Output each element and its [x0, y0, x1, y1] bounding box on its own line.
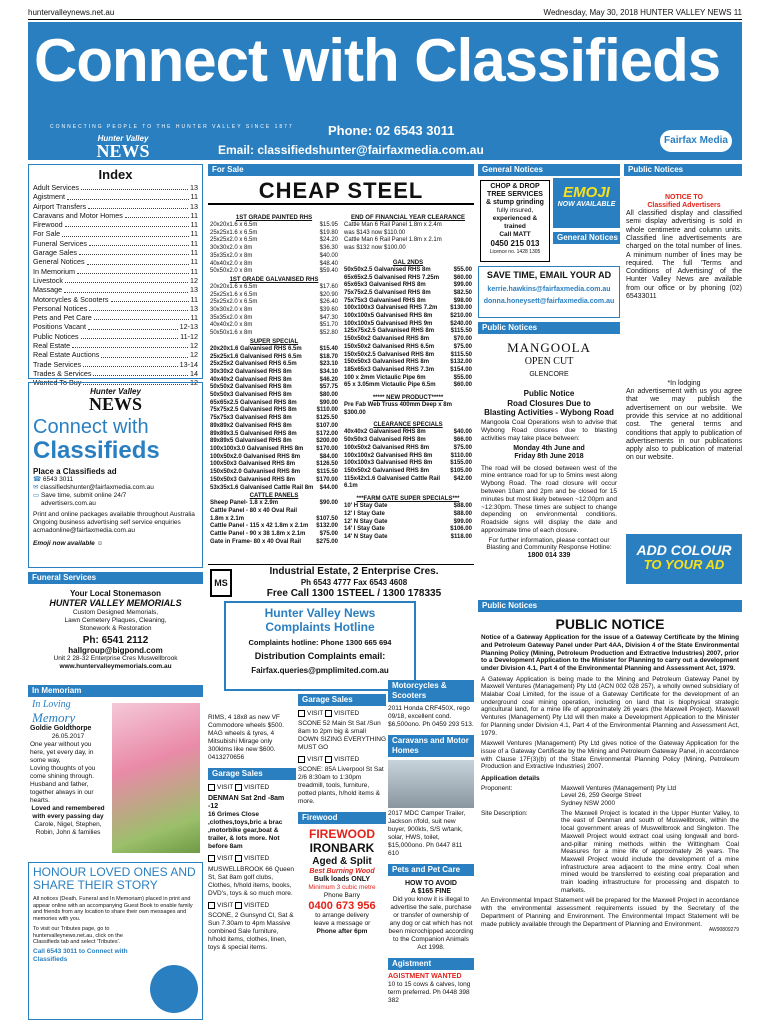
email-icon: ✉	[33, 484, 39, 492]
fairfax-logo: Fairfax Media	[660, 130, 732, 152]
price-row: 65 x 3.05mm Victaulic Pipe 6.5m $60.00	[344, 382, 472, 389]
index-item: Motorcycles & Scooters 11	[33, 294, 198, 304]
price-row: 150x50x2 Galvanised RHS 8m $105.00	[344, 467, 472, 474]
price-row: 1.8m x 2.1m $107.50	[210, 515, 338, 522]
price-row: 75x75x3 Galvanised RHS 8m $98.00	[344, 297, 472, 304]
price-row: 25x25x1.6 Galvanised RHS 6.5m $18.70	[210, 353, 338, 360]
price-row: 100x100x5 Galvanised RHS 8m $210.00	[344, 313, 472, 320]
price-row: 12' I Stay Gate $88.00	[344, 510, 472, 517]
index-item: General Notices 11	[33, 257, 198, 267]
visit-checkbox[interactable]	[298, 710, 305, 717]
cattle-list	[210, 500, 338, 546]
price-row: 185x65x3 Galvanised RHS 7.3m $154.00	[344, 366, 472, 373]
price-row: 30x30x2.0 x 8m $36.30	[210, 245, 338, 252]
firewood-ad: FIREWOOD IRONBARK Aged & Split Best Burning Wood Bulk loads ONLY Minimum 3 cubic metre Phone Barry 0400 673 956 to arrange delivery leave a message or Phone after 6pm	[308, 827, 376, 936]
honour-box: HONOUR LOVED ONES AND SHARE THEIR STORY All notices (Death, Funeral and In Memoriam) placed in print and appear online with an accompanying Guest Book to enable family and friends from any location to share their own messages and memories with you. To visit our Tributes page, go to huntervalleynews.net.au, click on the Classifieds tab and select 'Tributes'. Call 6543 3011 to Connect with Classifieds	[28, 862, 203, 1020]
index-item: Garage Sales 11	[33, 248, 198, 258]
galv-list	[210, 284, 338, 338]
price-row: 40x40x2 Galvanised RHS 8m $40.00	[344, 429, 472, 436]
price-row: 14' N Stay Gate $118.00	[344, 533, 472, 540]
price-row: 100x100x3 Galvanised RHS 7.2m $130.00	[344, 305, 472, 312]
price-row: 150x50x3 Galvanised RHS 8m $132.00	[344, 359, 472, 366]
page-header	[28, 6, 742, 20]
visit-checkbox[interactable]	[208, 902, 215, 909]
price-row: 150x50x2 Galvanised RHS 8m $70.00	[344, 336, 472, 343]
eofy-row: Cattle Man 6 Rail Panel 1.8m x 2.1m	[344, 237, 442, 244]
index-item: Firewood 11	[33, 220, 198, 230]
smiley-icon: ☺	[96, 540, 104, 548]
price-row: 53x35x1.6 Galvanised Cattle Rail 8m $44.00	[210, 484, 338, 491]
camper-image	[388, 760, 474, 808]
index-item: For Sale 11	[33, 229, 198, 239]
visit-checkbox[interactable]	[208, 855, 215, 862]
price-row: 25x25x1.6 x 6.5m $20.90	[210, 291, 338, 298]
phone-icon: ☎	[33, 476, 42, 484]
price-row: 65x65x2.5 Galvanised RHS 7.25m $60.00	[344, 274, 472, 281]
index-item: Personal Notices 13	[33, 303, 198, 313]
index-title: Index	[98, 167, 133, 182]
complaints-box: Hunter Valley News Complaints Hotline Complaints hotline: Phone 1300 665 694 Distribution Complaints email: Fairfax.queries@pmplimited.com.au	[224, 601, 416, 691]
gateway-notice: PUBLIC NOTICE Notice of a Gateway Application for the issue of a Gateway Certificate by the Mining and Petroleum Gateway Panel under Part 4AA, Division 4 of the State Environmental Planning Policy (Mining, Petroleum Production and Extractive Industries) 2007, prior to a Development Application to the Minister for Planning to carry out a development under Division 4.1, Part 4 of the Environmental Planning and Assessment Act, 1979. A Gateway Application is being made to the Mining and Petroleum Gateway Panel by Maxwell Ventures (Management) Pty Ltd (ACN 002 028 257), a wholly owned subsidiary of Malabar Coal Limited, for the issue of a Gateway Certificate for the development of an underground coal mining operation, including on land that is biophysical strategic agricultural land, for a mine life of approximately 26 years (the Maxwell Project). Maxwell Ventures (Management) Pty Ltd will then make a Development Application to the Minister for Planning under Division 4.1, Part 4 of the Environmental Planning and Assessment Act, 1979. Maxwell Ventures (Management) Pty Ltd gives notice of the Gateway Application for the issue of a Gateway Certificate by the Mining and Petroleum Gateway Panel, in accordance with Clause 17F(3)(b) of the State Environmental Planning Policy (Mining, Petroleum Production and Extractive Industries) 2007. Application details Proponent: Maxwell Ventures (Management) Pty Ltd Level 26, 259 George Street Sydney NSW 2000 Site Description: The Maxwell Project is located in the Upper Hunter Valley, to the east of Denman and south of Muswellbrook, within the local government areas of Muswellbrook and Singleton. The Maxwell Project would extract coal using longwall and bord-and-pillar mining methods within the Wittingham Coal Measures for a mine life of approximately 26 years. The Maxwell Project would include the development of a mine infrastructure area adjacent to the mine entry. Coal when mined would be transferred to existing coal preparation and train loading infrastructure for processing and dispatch to markets. An Environmental Impact Statement will be prepared for the Maxwell Project in accordance with the environmental assessment requirements issued by the Secretary of the Department of Planning and Environment. The Environmental Impact Statement will be made publicly available through the Department of Planning and Environment. AW90809279	[481, 616, 739, 934]
phone-image	[150, 965, 198, 1013]
price-row: 20x20x1.6 Galvanised RHS 6.5m $15.40	[210, 345, 338, 352]
price-row: 50x50x2 Galvanised RHS 8m $57.75	[210, 384, 338, 391]
banner-email: Email: classifiedshunter@fairfaxmedia.com.au	[218, 143, 484, 157]
price-row: 25x25x1.6 x 6.5m $19.80	[210, 229, 338, 236]
col-rims: RIMS, 4 18x8 as new VF Commodore wheels $500. MAG wheels & tyres, 4 Mitsubishi Mirage only 300klms like new $600. 0413270656 Garage Sales VISIT VISITED DENMAN Sat 2nd -8am -12 16 Grimes Close ,clothes,toys,bric a brac ,motorbike gear,boat & trailer, & lots more. Not before 8am VISIT VISITED MUSWELLBROOK 66 Queen St, Sat 8am golf clubs, Clothes, h/hold items, books, DVD's, toys & so much more. VISIT VISITED SCONE, 2 Gunsynd Cl, Sat & Sun 7.30am to 4pm Massive combined Sale furniture, h/hold items, clothes, linen, toys & special items.	[208, 714, 296, 1022]
index-list	[33, 183, 198, 388]
price-row: 25x25x2.0 x 6.5m $24.20	[210, 237, 338, 244]
cheap-steel-ad: CHEAP STEEL 1ST GRADE PAINTED RHS 20x20x1.6 x 6.5m $15.95 25x25x1.6 x 6.5m $19.80 25x25x2.0 x 6.5m $24.20 30x30x2.0 x 8m $36.30 35x35x2.0 x 8m $40.00 40x40x2.0 x 8m $48.40 50x50x2.0 x 8m $59.40 1ST GRADE GALVANISED RHS 20x20x1.6 x 6.5m $17.60 25x25x1.6 x 6.5m $20.90 25x25x2.0 x 6.5m $26.40 30x30x2.0 x 8m $39.60 35x35x2.0 x 8m $47.30 40x40x2.0 x 8m $51.70 50x50x1.6 x 8m $52.80 SUPER SPECIAL 20x20x1.6 Galvanised RHS 6.5m $15.40 25x25x1.6 Galvanised RHS 6.5m $18.70 25x25x2 Galvanised RHS 6.5m $23.10 30x30x2 Galvanised RHS 8m $34.10 40x40x2 Galvanised RHS 8m $46.20 50x50x2 Galvanised RHS 8m $57.75 50x50x3 Galvanised RHS 8m $80.00 65x65x2.5 Galvanised RHS 8m $90.00 75x75x2.5 Galvanised RHS 8m $110.00 75x75x3 Galvanised RHS 8m $125.50 89x89x2 Galvanised RHS 8m $107.00 89x89x3.5 Galvanised RHS 8m $172.00 89x89x5 Galvanised RHS 8m $200.00 100x100x3.0 Galvanised RHS 8m $170.00 100x50x2.0 Galvanised RHS 8m $84.00 100x50x3 Galvanised RHS 8m $126.50 150x50x2.0 Galvanised RHS 8m $115.50 150x50x3 Galvanised RHS 8m $170.00 53x35x1.6 Galvanised Cattle Rail 8m $44.00 CATTLE PANELS Sheep Panel- 1.8 x 2.9m $90.00 Cattle Panel - 80 x 40 Oval Rail 1.8m x 2.1m $107.50 Cattle Panel - 115 x 42 1.8m x 2.1m $132.00 Cattle Panel - 90 x 38 1.8m x 2.1m $75.00 Gate in Frame- 80 x 40 Oval Rail $275.00 END OF FINANCIAL YEAR CLEARANCE Cattle Man 6 Rail Panel 1.8m x 2.4m was $143 now $110.00 Cattle Man 6 Rail Panel 1.8m x 2.1m was $132 now $100.00 GAL 2NDS 50x50x2.5 Galvanised RHS 8m $55.00 65x65x2.5 Galvanised RHS 7.25m $60.00 65x65x3 Galvanised RHS 8m $99.00 75x75x2.5 Galvanised RHS 8m $82.50 75x75x3 Galvanised RHS 8m $98.00 100x100x3 Galvanised RHS 7.2m $130.00 100x100x5 Galvanised RHS 8m $210.00 100x100x5 Galvanised RHS 9m $240.00 125x75x2.5 Galvanised RHS 8m $115.50 150x50x2 Galvanised RHS 8m $70.00 150x50x2 Galvanised RHS 6.5m $75.00 150x50x2.5 Galvanised RHS 8m $115.50 150x50x3 Galvanised RHS 8m $132.00 185x65x3 Galvanised RHS 7.3m $154.00 100 x 2mm Victaulic Pipe 6m $55.00 65 x 3.05mm Victaulic Pipe 6.5m $60.00 ***** NEW PRODUCT***** Pre Fab Web Truss 400mm Deep x 8m $300.00 CLEARANCE SPECIALS 40x40x2 Galvanised RHS 8m $40.00 50x50x3 Galvanised RHS 8m $66.00 100x50x2 Galvanised RHS 8m $75.00 100x100x2 Galvanised RHS 8m $110.00 100x100x3 Galvanised RHS 8m $155.00 150x50x2 Galvanised RHS 8m $105.00 115x42x1.6 Galvanised Cattle Rail 6.1m $42.00 ***FARM GATE SUPER SPECIALS*** 10' H Stay Gate $88.00 12' I Stay Gate $88.00 12' N Stay Gate $99.00 14' I Stay Gate $106.00 14' N Stay Gate $118.00 MS Industrial Estate, 2 Enterprise Cres. Ph 6543 4777 Fax 6543 4608 Free Call 1300 1STEEL / 1300 178335	[210, 178, 472, 599]
price-row: Sheep Panel- 1.8 x 2.9m $90.00	[210, 500, 338, 507]
add-colour-ad: ADD COLOUR TO YOUR AD	[626, 534, 742, 584]
classifieds-banner	[28, 22, 742, 160]
eofy-row: Cattle Man 6 Rail Panel 1.8m x 2.4m	[344, 222, 442, 228]
price-row: 150x50x2 Galvanised RHS 6.5m $75.00	[344, 343, 472, 350]
index-item: In Memorium 11	[33, 266, 198, 276]
price-row: 100x50x3 Galvanised RHS 8m $126.50	[210, 461, 338, 468]
banner-tagline: CONNECTING PEOPLE TO THE HUNTER VALLEY SINCE 1877	[50, 124, 294, 130]
notice-title: PUBLIC NOTICE	[555, 616, 665, 632]
price-row: 150x50x3 Galvanised RHS 8m $170.00	[210, 476, 338, 483]
price-row: 14' I Stay Gate $106.00	[344, 526, 472, 533]
price-row: 12' N Stay Gate $99.00	[344, 518, 472, 525]
painted-list	[210, 222, 338, 276]
farm-list	[344, 503, 472, 542]
index-item: Massage 13	[33, 285, 198, 295]
terms-notice: NOTICE TO Classified Advertisers All classified display and classified semi display advertising is sold in whole centimetre and column units. Classified line advertisements are charged on the total number of lines. A minimum number of lines may be required. The full 'Terms and Conditions of Advertising' of the Hunter Valley News are available from our office or by phoning (02) 65433011	[626, 194, 742, 301]
emoji-ad: EMOJI NOW AVAILABLE	[553, 178, 620, 228]
price-row: Cattle Panel - 90 x 38 1.8m x 2.1m $75.00	[210, 531, 338, 538]
price-row: 89x89x3.5 Galvanised RHS 8m $172.00	[210, 430, 338, 437]
ms-logo: MS	[210, 569, 232, 597]
price-row: 150x50x2.5 Galvanised RHS 8m $115.50	[344, 351, 472, 358]
price-row: 50x50x2.5 Galvanised RHS 8m $55.00	[344, 266, 472, 273]
price-row: 30x30x2.0 x 8m $39.60	[210, 307, 338, 314]
price-row: 100x50x2.0 Galvanised RHS 8m $84.00	[210, 453, 338, 460]
price-row: 35x35x2.0 x 8m $40.00	[210, 252, 338, 259]
price-row: 40x40x2.0 x 8m $51.70	[210, 322, 338, 329]
col-garage: Garage Sales VISIT VISITED SCONE 52 Main St Sat /Sun 8am to 2pm big & small DOWN SIZING EVERYTHING MUST GO VISIT VISITED SCONE: 85A Liverpool St Sat 2/6 8:30am to 1:30pm treadmill, tools, furniture, potted plants, h/hold items & more. Firewood FIREWOOD IRONBARK Aged & Split Best Burning Wood Bulk loads ONLY Minimum 3 cubic metre Phone Barry 0400 673 956 to arrange delivery leave a message or Phone after 6pm	[298, 695, 386, 936]
memoriam-box: In Loving Memory Goldie Goldthorpe 26.05.2017 One year without you here, yet every day, in some way, Loving thoughts of you come shining through. Husband and father, together always in our hearts. Loved and remembered with every passing day Carole, Nigel, Stephen, Robin, John & families	[28, 699, 203, 859]
visited-checkbox[interactable]	[235, 855, 242, 862]
eofy-row: was $132 now $100.00	[344, 245, 406, 252]
general-bar: General Notices	[478, 164, 620, 176]
lodging-notice: *In lodging An advertisement with us you agree that we may publish the advertisement on our website. We provide this service at no additional cost. The general terms and conditions that apply to publication of advertisements in our publications apply also to publication of material on our website.	[626, 380, 742, 462]
index-item: Public Notices 11-12	[33, 331, 198, 341]
visit-checkbox[interactable]	[208, 784, 215, 791]
index-item: Caravans and Motor Homes 11	[33, 210, 198, 220]
index-item: Real Estate 12	[33, 340, 198, 350]
price-row: Gate in Frame- 80 x 40 Oval Rail $275.00	[210, 538, 338, 545]
price-row: 100x100x3.0 Galvanised RHS 8m $170.00	[210, 445, 338, 452]
index-box	[28, 164, 203, 388]
mangoola-notice: MANGOOLA OPEN CUT GLENCORE Public Notice Road Closures Due to Blasting Activities - Wybong Road Mangoola Coal Operations wish to advise that Wybong Road closures due to blasting activities may take place between: Monday 4th June and Friday 8th June 2018 The road will be closed between west of the mine entrance road for up to 5mins west along Wybong Road. The road closure will occur between 10am and 2pm and be closed for 15 minutes but most likely between ~12:00pm and ~12:30pm. These times are subject to change depending on environmental conditions. Roadside signs will display the date and approximate time of each closure. For further information, please contact our Blasting and Community Response Hotline: 1800 014 339	[481, 340, 617, 559]
price-row: Cattle Panel - 80 x 40 Oval Rail	[210, 507, 298, 514]
price-row: 50x50x3 Galvanised RHS 8m $80.00	[210, 392, 338, 399]
index-item: Wanted To Buy 12	[33, 378, 198, 388]
forsale-bar: For Sale	[208, 164, 474, 176]
cheap-steel-title: CHEAP STEEL	[208, 178, 474, 205]
visit-checkbox[interactable]	[298, 756, 305, 763]
price-row: 75x75x2.5 Galvanised RHS 8m $110.00	[210, 407, 338, 414]
price-row: 25x25x2.0 x 6.5m $26.40	[210, 299, 338, 306]
emoji-line: Emoji now available ☺	[33, 540, 104, 548]
banner-title: Connect with Classifieds	[34, 27, 721, 94]
index-item: Airport Transfers 13	[33, 201, 198, 211]
price-row: 40x40x2 Galvanised RHS 8m $46.20	[210, 376, 338, 383]
price-row: 89x89x2 Galvanised RHS 8m $107.00	[210, 422, 338, 429]
price-row: 100 x 2mm Victaulic Pipe 6m $55.00	[344, 374, 472, 381]
funeral-bar: Funeral Services	[28, 572, 203, 584]
date-line: Wednesday, May 30, 2018 HUNTER VALLEY NEWS 11	[543, 7, 742, 17]
save-time-ad: SAVE TIME, EMAIL YOUR AD kerrie.hawkins@fairfaxmedia.com.au donna.honeysett@fairfaxmedia.com.au	[478, 266, 620, 318]
price-row: 115x42x1.6 Galvanised Cattle Rail 6.1m $42.00	[344, 475, 472, 490]
super-list	[210, 346, 338, 492]
site-name: huntervalleynews.net.au	[28, 7, 115, 17]
price-row: 35x35x2.0 x 8m $47.30	[210, 314, 338, 321]
price-row: 65x65x3 Galvanised RHS 8m $99.00	[344, 282, 472, 289]
index-item: Trade Services 13-14	[33, 359, 198, 369]
price-row: 50x50x3 Galvanised RHS 8m $66.00	[344, 437, 472, 444]
price-row: 100x100x5 Galvanised RHS 9m $240.00	[344, 320, 472, 327]
price-row: 89x89x5 Galvanised RHS 8m $200.00	[210, 438, 338, 445]
price-row: 65x65x2.5 Galvanised RHS 8m $90.00	[210, 399, 338, 406]
clearance-list	[344, 429, 472, 491]
index-item: Pets and Pet Care 11	[33, 313, 198, 323]
classifieds-promo: Hunter Valley NEWS Connect with Classifieds Place a Classifieds ad ☎ 6543 3011 ✉ classifiedshunter@fairfaxmedia.com.au ▭ Save time, submit online 24/7 advertisers.com.au Print and online packages available throughout Australia Ongoing business advertising self service enquiries acmadonline@fairfaxmedia.com.au Emoji now available ☺	[28, 382, 203, 568]
price-row: Cattle Panel - 115 x 42 1.8m x 2.1m $132.00	[210, 523, 338, 530]
price-row: 30x30x2 Galvanised RHS 8m $34.10	[210, 368, 338, 375]
col-moto: Motorcycles & Scooters 2011 Honda CRF450X, rego 09/18, excellent cond. $6,500ono. Ph 0459 293 513. Caravans and Motor Homes 2017 MDC Camper Trailer, Jackson r/fold, suit new buyer, 900kls, S/S w/tank, solar, HWS, toilet, $15,000ono. Ph 0447 811 610 Pets and Pet Care HOW TO AVOID A $165 FINE Did you know it is illegal to advertise the sale, purchase or transfer of ownership of any dog or cat which has not been microchipped according to the Companion Animals Act 1998. Agistment AGISTMENT WANTED 10 to 15 cows & calves, long term preferred. Ph 0448 398 382	[388, 681, 474, 1005]
visited-checkbox[interactable]	[235, 784, 242, 791]
index-item: Trades & Services 14	[33, 368, 198, 378]
price-row: 20x20x1.6 x 6.5m $15.95	[210, 222, 338, 228]
visited-checkbox[interactable]	[325, 710, 332, 717]
price-row: 50x50x1.6 x 8m $52.80	[210, 330, 338, 337]
price-row: 125x75x2.5 Galvanised RHS 8m $115.50	[344, 328, 472, 335]
index-item: Funeral Services 11	[33, 238, 198, 248]
visited-checkbox[interactable]	[325, 756, 332, 763]
visited-checkbox[interactable]	[235, 902, 242, 909]
eofy-row: was $143 now $110.00	[344, 229, 406, 236]
price-row: 20x20x1.6 x 6.5m $17.60	[210, 283, 338, 290]
price-row: 150x50x2.0 Galvanised RHS 8m $115.50	[210, 469, 338, 476]
price-row: 100x100x3 Galvanised RHS 8m $155.00	[344, 460, 472, 467]
price-row: 100x100x2 Galvanised RHS 8m $110.00	[344, 452, 472, 459]
index-item: Agistment 11	[33, 192, 198, 202]
price-row: 75x75x2.5 Galvanised RHS 8m $82.50	[344, 289, 472, 296]
price-row: 100x50x2 Galvanised RHS 8m $75.00	[344, 444, 472, 451]
price-row: 40x40x2.0 x 8m $48.40	[210, 260, 338, 267]
laptop-icon: ▭	[33, 492, 40, 500]
index-item: Real Estate Auctions 12	[33, 350, 198, 360]
memoriam-bar: In Memoriam	[28, 685, 203, 697]
index-item: Livestock 12	[33, 275, 198, 285]
funeral-ad: Your Local Stonemason HUNTER VALLEY MEMORIALS Custom Designed Memorials, Lawn Cemetery Plaques, Cleaning, Stonework & Restoration Ph: 6541 2112 hallgroup@bigpond.com Unit 2 28-32 Enterprise Cres Muswellbrook www.huntervalleymemorials.com.au	[49, 589, 182, 671]
eofy-list	[344, 222, 472, 253]
banner-phone: Phone: 02 6543 3011	[328, 123, 455, 138]
price-row: 25x25x2 Galvanised RHS 6.5m $23.10	[210, 361, 338, 368]
price-row: 75x75x3 Galvanised RHS 8m $125.50	[210, 415, 338, 422]
price-row: 10' H Stay Gate $88.00	[344, 503, 472, 510]
flowers-image	[112, 703, 200, 853]
index-item: Positions Vacant 12-13	[33, 322, 198, 332]
gal2-list	[344, 267, 472, 390]
chop-drop-ad: CHOP & DROP TREE SERVICES & stump grinding fully insured, experienced & trained Call MATT 0450 215 013 Licence no. 1428 1305	[480, 180, 550, 262]
ms-footer: MS Industrial Estate, 2 Enterprise Cres. Ph 6543 4777 Fax 6543 4608 Free Call 1300 1STEEL / 1300 178335	[208, 564, 474, 600]
index-item: Adult Services 13	[33, 182, 198, 192]
price-row: 50x50x2.0 x 8m $59.40	[210, 268, 338, 275]
paper-logo: Hunter Valley NEWS	[96, 134, 150, 160]
